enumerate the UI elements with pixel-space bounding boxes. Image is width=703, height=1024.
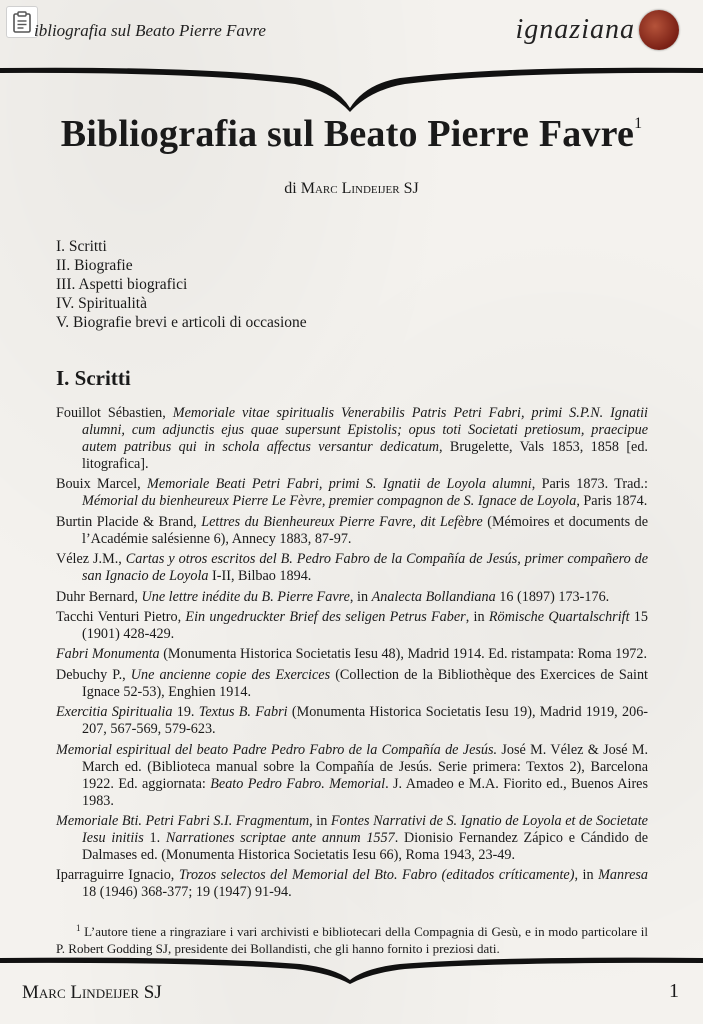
entry-text: Bouix Marcel, [56, 476, 148, 493]
footnote-mark: 1 [76, 923, 81, 933]
bibliography-entry [56, 551, 648, 585]
entry-text: 19. [172, 704, 199, 721]
bibliography-entry [56, 867, 648, 901]
bibliography-entry [56, 704, 648, 738]
entry-title-text: Memorial espiritual del beato Padre Pedro Fabro de la Compañía de Jesús. [56, 741, 498, 758]
bibliography-entry [56, 609, 648, 643]
entry-title-text: Fabri Monumenta [56, 646, 160, 663]
entry-title-text: Trozos selectos del Memorial del Bto. Fabro (editados críticamente) [178, 867, 575, 884]
entry-text: 16 (1897) 173-176. [495, 588, 610, 605]
bibliography-entry [56, 514, 648, 548]
toc-item: I. Scritti [56, 238, 107, 255]
byline-author: Marc Lindeijer SJ [300, 180, 419, 197]
bibliography-list [56, 405, 648, 905]
entry-title-text: Analecta Bollandiana [371, 588, 496, 605]
entry-title-text: Une lettre inédite du B. Pierre Favre [141, 588, 350, 605]
entry-title-text: Une ancienne copie des Exercices [130, 666, 331, 683]
bibliography-entry [56, 667, 648, 701]
entry-title-text: Fontes Narrativi de S. Ignatio de Loyola et de Societate Iesu initiis [82, 812, 648, 846]
entry-title-text: Textus B. Fabri [198, 704, 288, 721]
bibliography-entry [56, 405, 648, 473]
entry-text: Tacchi Venturi Pietro, [56, 608, 186, 625]
wax-seal-icon [639, 10, 679, 50]
entry-title-text: Ein ungedruckter Brief des seligen Petrus Faber [185, 608, 466, 625]
entry-text: I-II, Bilbao 1894. [208, 568, 312, 585]
toc-item: II. Biografie [56, 257, 133, 274]
toc-item: III. Aspetti biografici [56, 276, 188, 293]
bibliography-entry [56, 589, 648, 606]
entry-title-text: Narrationes scriptae ante annum 1557 [165, 829, 395, 846]
bibliography-entry [56, 476, 648, 510]
entry-text: Fouillot Sébastien, [56, 405, 173, 421]
entry-text: Duhr Bernard, [56, 588, 142, 605]
entry-text: , in [465, 608, 489, 625]
footnote-reference[interactable]: 1 [634, 115, 643, 132]
brand-logo [516, 10, 679, 50]
entry-text: 1. [143, 829, 166, 846]
entry-title-text: Memoriale Bti. Petri Fabri S.I. Fragmentum [56, 812, 310, 829]
entry-title-text: Exercitia Spiritualia [56, 704, 173, 721]
entry-text: (Monumenta Historica Societatis Iesu 19), Madrid 1919, 206-207, 567-569, 579-623. [82, 704, 649, 738]
page-number: 1 [669, 980, 679, 1002]
entry-title-text: Manresa [598, 867, 648, 884]
entry-text: (Monumenta Historica Societatis Iesu 48), Madrid 1914. Ed. ristampata: Roma 1972. [159, 646, 648, 663]
entry-title-text: Memoriale Beati Petri Fabri, primi S. Ignatii de Loyola alumni [147, 476, 532, 493]
entry-text: 15 (1901) 428-429. [82, 608, 648, 642]
brand-name: ignaziana [515, 14, 635, 45]
entry-text: , in [309, 812, 331, 829]
entry-text: (Collection de la Bibliothèque des Exercices de Saint Ignace 52-53), Enghien 1914. [82, 666, 648, 700]
entry-title-text: Mémorial du bienheureux Pierre Le Fèvre, premier compagnon de S. Ignace de Loyola [82, 493, 577, 510]
bibliography-entry [56, 742, 648, 810]
footnote-text: L’autore tiene a ringraziare i vari archivisti e bibliotecari della Compagnia di Gesù, e in modo particolare il P. Robert Godding SJ, presidente dei Bollandisti, che gli hanno fornito i preziosi dati. [56, 924, 649, 956]
bibliography-entry [56, 813, 648, 864]
toc-item: IV. Spiritualità [56, 295, 147, 312]
entry-title-text: Cartas y otros escritos del B. Pedro Fabro de la Compañía de Jesús, primer compañero de san Ignacio de Loyola [82, 551, 649, 585]
entry-text: . J. Amadeo e M.A. Fiorito ed., Buenos Aires 1983. [82, 775, 648, 809]
entry-text: Vélez J.M., [56, 551, 126, 568]
entry-title-text: Römische Quartalschrift [488, 608, 630, 625]
entry-text: , Paris 1873. Trad.: [531, 476, 648, 493]
bibliography-entry [56, 646, 648, 663]
entry-text: , Paris 1874. [576, 493, 648, 510]
entry-text: Iparraguirre Ignacio, [56, 867, 179, 884]
entry-text: José M. Vélez & José M. March ed. (Biblioteca manual sobre la Compañía de Jesús. Serie primera: Textos 2), Barcelona 1922. Ed. aggiornata: [82, 741, 648, 792]
toc-item: V. Biografie brevi e articoli di occasione [56, 314, 307, 331]
footer-author: Marc Lindeijer SJ [22, 982, 162, 1003]
running-title: ibliografia sul Beato Pierre Favre [34, 21, 266, 40]
entry-text: 18 (1946) 368-377; 19 (1947) 91-94. [82, 884, 292, 901]
entry-text: Debuchy P., [56, 666, 131, 683]
table-of-contents [56, 237, 307, 332]
header-divider [0, 62, 703, 114]
entry-title-text: Beato Pedro Fabro. Memorial [210, 775, 386, 792]
section-heading: I. Scritti [56, 366, 131, 390]
entry-text: , in [574, 867, 599, 884]
entry-text: , in [349, 588, 372, 605]
entry-title-text: Lettres du Bienheureux Pierre Favre, dit Lefèbre [201, 513, 483, 530]
entry-text: , Brugelette, Vals 1853, 1858 [ed. litografica]. [82, 439, 648, 472]
entry-text: . Dionisio Fernandez Zápico e Cándido de Dalmases ed. (Monumenta Historica Societatis Iesu 66), Roma 1943, 23-49. [82, 829, 648, 863]
entry-text: Burtin Placide & Brand, [56, 513, 202, 530]
entry-text: (Mémoires et documents de l’Académie salésienne 6), Annecy 1883, 87-97. [82, 513, 649, 547]
entry-title-text: Memoriale vitae spiritualis Venerabilis Patris Petri Fabri, primi S.P.N. Ignatii alumni, cum adjunctis ejus quae supersunt Epistolis; opus toti Societati pretiosum, praecipue autem patribus qui in schola affectus versantur dedicatum [82, 405, 648, 455]
page-title: Bibliografia sul Beato Pierre Favre$^1$ [60, 113, 643, 155]
byline: di Marc Lindeijer SJ [284, 180, 419, 197]
